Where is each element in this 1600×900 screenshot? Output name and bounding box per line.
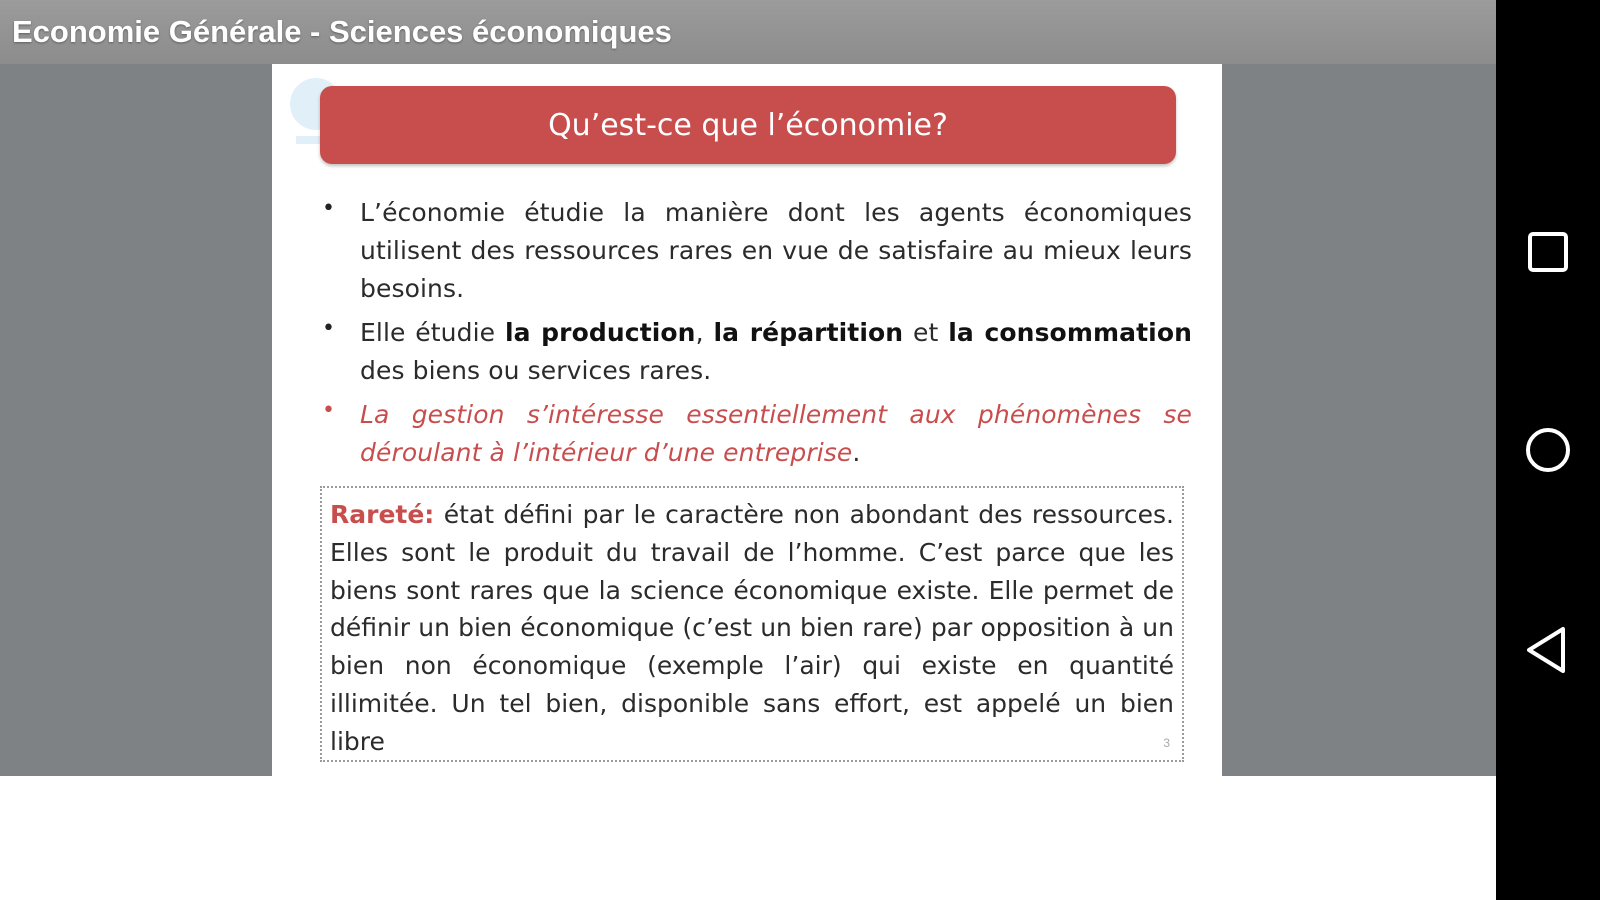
- bullet-text-part: des biens ou services rares.: [360, 356, 712, 385]
- bullet-dot-icon: •: [322, 398, 336, 423]
- back-button[interactable]: [1518, 620, 1578, 680]
- slide-page[interactable]: [272, 64, 1222, 776]
- slide-title: Qu’est-ce que l’économie?: [548, 107, 948, 143]
- definition-term: Rareté:: [330, 500, 435, 529]
- bullet-item-highlight: [320, 396, 1192, 472]
- bold-term-repartition: la répartition: [713, 318, 904, 347]
- bullet-dot-icon: •: [322, 196, 336, 221]
- bold-term-consommation: la consommation: [948, 318, 1192, 347]
- slide-title-banner: [320, 86, 1176, 164]
- bullet-item: [320, 314, 1192, 390]
- home-button[interactable]: [1518, 420, 1578, 480]
- triangle-back-icon: [1523, 625, 1573, 675]
- bullet-text: La gestion s’intéresse essentiellement aux phénomènes se déroulant à l’intérieur d’une entreprise: [360, 400, 1192, 467]
- square-icon: [1526, 230, 1570, 274]
- bullet-text-part: ,: [695, 318, 714, 347]
- definition-text: [330, 496, 1174, 761]
- definition-box: [320, 486, 1184, 762]
- bullet-period: .: [852, 438, 861, 467]
- android-nav-bar: [1496, 0, 1600, 900]
- bold-term-production: la production: [504, 318, 696, 347]
- page-number: 3: [1163, 736, 1170, 750]
- bullet-list: [320, 194, 1192, 478]
- app-title: Economie Générale - Sciences économiques: [12, 14, 672, 49]
- bullet-text-part: Elle étudie: [360, 318, 505, 347]
- bullet-text: L’économie étudie la manière dont les agents économiques utilisent des ressources rares en vue de satisfaire au mieux leurs besoins.: [360, 198, 1192, 303]
- definition-body: état défini par le caractère non abondant des ressources. Elles sont le produit du travail de l’homme. C’est parce que les biens sont rares que la science économique existe. Elle permet de définir un bien économique (c’est un bien rare) par opposition à un bien non économique (exemple l’air) qui existe en quantité illimitée. Un tel bien, disponible sans effort, est appelé un bien libre: [330, 500, 1174, 756]
- bullet-text-part: et: [903, 318, 949, 347]
- title-bar: [0, 0, 1496, 64]
- recents-button[interactable]: [1518, 222, 1578, 282]
- bullet-dot-icon: •: [322, 316, 336, 341]
- circle-icon: [1523, 425, 1573, 475]
- document-viewer[interactable]: [0, 64, 1496, 776]
- bullet-item: [320, 194, 1192, 308]
